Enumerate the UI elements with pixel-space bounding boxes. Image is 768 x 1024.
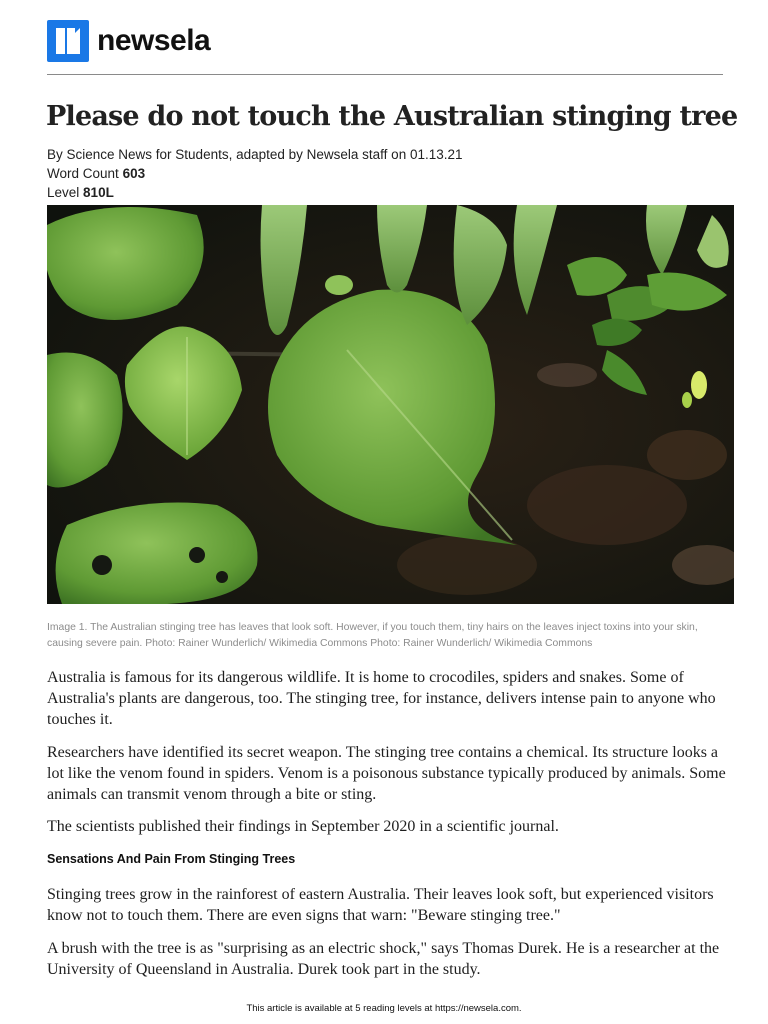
body-paragraph-4: Stinging trees grow in the rainforest of eastern Australia. Their leaves look soft, but experienced visitors know not to touch them. There are even signs that warn: "Beware stinging tree."	[47, 886, 714, 924]
body-paragraph-1: Australia is famous for its dangerous wildlife. It is home to crocodiles, spiders and snakes. Some of Australia's plants are dangerous, too. The stinging tree, for instance, delivers intense pain to anyone who touches it.	[47, 669, 716, 728]
word-count-value: 603	[122, 166, 146, 181]
reading-level-value: 810L	[83, 185, 114, 200]
body-paragraph-3: The scientists published their findings in September 2020 in a scientific journal.	[47, 818, 559, 835]
header-divider	[47, 74, 723, 75]
article-photo	[47, 205, 734, 604]
body-paragraph-5: A brush with the tree is as "surprising as an electric shock," says Thomas Durek. He is a researcher at the University of Queensland in Australia. Durek took part in the study.	[47, 940, 720, 978]
body-paragraph-2: Researchers have identified its secret weapon. The stinging tree contains a chemical. Its structure looks a lot like the venom found in spiders. Venom is a poisonous substance typically produced by animals. Some animals can transmit venom through a bite or sting.	[47, 744, 726, 803]
image-caption: Image 1. The Australian stinging tree has leaves that look soft. However, if you touch them, tiny hairs on the leaves inject toxins into your skin, causing severe pain. Photo: Rainer Wunderlich/ Wikimedia Commons Photo: Rainer Wunderlich/ Wikimedia Commons	[47, 622, 698, 649]
article-byline: By Science News for Students, adapted by Newsela staff on 01.13.21	[47, 147, 463, 162]
site-header	[47, 19, 210, 63]
footer-note: This article is available at 5 reading levels at https://newsela.com.	[246, 1003, 522, 1014]
reading-level-label: Level	[47, 185, 80, 200]
word-count-label: Word Count	[47, 166, 119, 181]
article-title: Please do not touch the Australian stinging tree	[46, 101, 738, 132]
reading-level	[47, 185, 114, 200]
section-heading: Sensations And Pain From Stinging Trees	[47, 852, 296, 866]
newsela-logo-icon[interactable]	[47, 20, 89, 62]
word-count	[47, 166, 145, 181]
brand-name[interactable]: newsela	[97, 24, 211, 57]
